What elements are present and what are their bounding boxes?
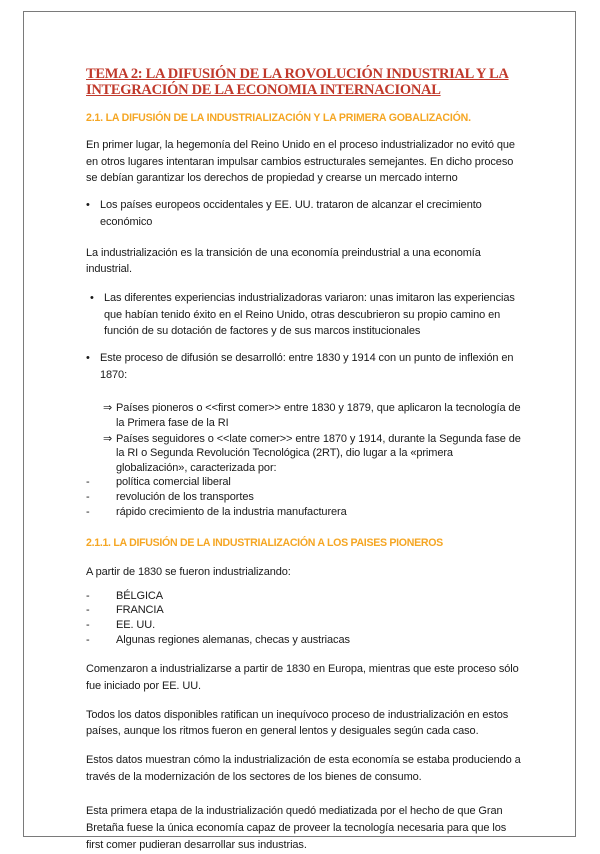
arrow-right-icon: ⇒ bbox=[103, 432, 113, 445]
arrow-item bbox=[86, 432, 526, 476]
document-title: TEMA 2: LA DIFUSIÓN DE LA ROVOLUCIÓN INDUSTRIAL Y LA INTEGRACIÓN DE LA ECONOMIA INTERNACIONAL bbox=[86, 66, 509, 98]
bullet-item bbox=[86, 197, 526, 230]
arrow-text: Países pioneros o <<first comer>> entre 1830 y 1879, que aplicaron la tecnología de la Primera fase de la RI bbox=[116, 402, 521, 430]
bullet-text: Las diferentes experiencias industrializadoras variaron: unas imitaron las experiencias que habían tenido éxito en el Reino Unido, otras descubrieron su propio camino en función de su dotación de factores y de sus marcos institucionales bbox=[104, 291, 515, 338]
bullet-dot-icon: • bbox=[86, 352, 90, 365]
country-item bbox=[86, 633, 526, 648]
country-text: Algunas regiones alemanas, checas y austriacas bbox=[116, 633, 350, 646]
section-heading-2-1-1: 2.1.1. LA DIFUSIÓN DE LA INDUSTRIALIZACIÓN A LOS PAISES PIONEROS bbox=[86, 537, 443, 550]
section-heading-2-1: 2.1. LA DIFUSIÓN DE LA INDUSTRIALIZACIÓN Y LA PRIMERA GOBALIZACIÓN. bbox=[86, 112, 471, 124]
dash-text: rápido crecimiento de la industria manufacturera bbox=[116, 505, 347, 518]
dash-marker: - bbox=[86, 604, 90, 617]
bullet-text: Los países europeos occidentales y EE. UU. trataron de alcanzar el crecimiento económico bbox=[100, 199, 482, 228]
country-item bbox=[86, 603, 526, 618]
bullet-item bbox=[86, 290, 526, 340]
dash-marker: - bbox=[86, 633, 90, 646]
bullet-text: Este proceso de difusión se desarrolló: entre 1830 y 1914 con un punto de inflexión en 1870: bbox=[100, 352, 514, 381]
country-item bbox=[86, 589, 526, 604]
dash-text: revolución de los transportes bbox=[116, 491, 254, 503]
country-text: EE. UU. bbox=[116, 619, 156, 632]
paragraph-4: Esta primera etapa de la industrialización quedó mediatizada por el hecho de que Gran Bretaña fuese la única economía capaz de proveer la tecnología necesaria para que los first comer pudieran desarrollar sus industrias. bbox=[86, 805, 507, 851]
arrow-text: Países seguidores o <<late comer>> entre 1870 y 1914, durante la Segunda fase de la RI o Segunda Revolución Tecnológica (2RT), dio lugar a la «primera globalización», caracterizada por: bbox=[116, 432, 521, 474]
country-list bbox=[86, 589, 526, 647]
dash-marker: - bbox=[86, 619, 90, 632]
dash-text: política comercial liberal bbox=[116, 476, 231, 489]
document-body bbox=[86, 66, 526, 854]
lead-paragraph: A partir de 1830 se fueron industrializando: bbox=[86, 566, 291, 579]
dash-marker: - bbox=[86, 476, 90, 489]
dash-item bbox=[86, 505, 526, 520]
bullet-item bbox=[86, 350, 526, 383]
bullet-dot-icon: • bbox=[90, 291, 94, 304]
arrow-right-icon: ⇒ bbox=[103, 402, 113, 415]
intro-paragraph: En primer lugar, la hegemonía del Reino Unido en el proceso industrializador no evitó que en otros lugares intentaran impulsar cambios estructurales semejantes. En dicho proceso se debían garantizar los derechos de propiedad y crearse un mercado interno bbox=[86, 139, 515, 185]
country-item bbox=[86, 618, 526, 633]
dash-item bbox=[86, 490, 526, 505]
dash-item bbox=[86, 475, 526, 490]
country-text: BÉLGICA bbox=[116, 589, 163, 602]
dash-marker: - bbox=[86, 491, 90, 503]
definition-paragraph: La industrialización es la transición de una economía preindustrial a una economía industrial. bbox=[86, 246, 481, 276]
arrow-item bbox=[86, 401, 526, 430]
paragraph-3: Estos datos muestran cómo la industrialización de esta economía se estaba produciendo a través de la modernización de los sectores de los bienes de consumo. bbox=[86, 754, 521, 783]
country-text: FRANCIA bbox=[116, 604, 164, 617]
dash-marker: - bbox=[86, 505, 90, 518]
paragraph-2: Todos los datos disponibles ratifican un inequívoco proceso de industrialización en estos países, aunque los ritmos fueron en general lentos y desiguales según cada caso. bbox=[86, 708, 509, 738]
dash-marker: - bbox=[86, 589, 90, 602]
bullet-dot-icon: • bbox=[86, 199, 90, 212]
paragraph-1: Comenzaron a industrializarse a partir de 1830 en Europa, mientras que este proceso sólo fue iniciado por EE. UU. bbox=[86, 663, 519, 692]
